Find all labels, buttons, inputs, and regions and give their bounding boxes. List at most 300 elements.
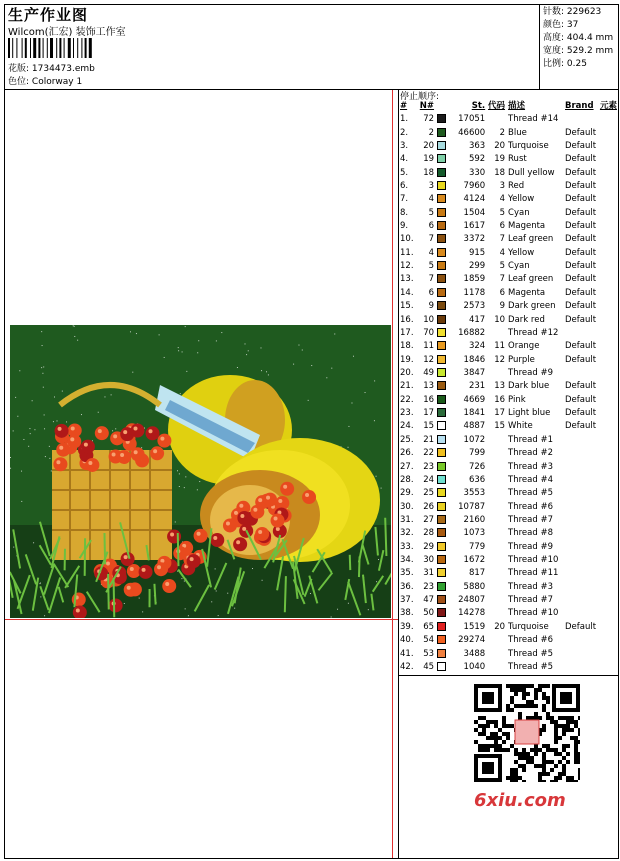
color-swatch [437,261,446,270]
row-index: 4. [400,154,409,165]
table-row [399,113,620,126]
row-needle: 10 [423,314,435,325]
row-element [597,340,620,353]
row-needle: 5 [428,261,435,272]
row-element [597,394,620,407]
row-brand: Default [565,140,597,151]
color-swatch [437,181,446,190]
row-description: Orange [508,341,540,352]
row-swatch [437,447,449,460]
table-row [399,207,620,220]
row-swatch [437,634,449,647]
row-code [487,434,508,447]
row-description: Dark blue [508,381,550,392]
row-element [597,434,620,447]
row-description: Thread #9 [508,541,553,552]
row-stitches: 1672 [463,555,486,566]
row-needle: 7 [428,274,435,285]
row-needle: 50 [423,608,435,619]
row-code [487,581,508,594]
table-row [399,581,620,594]
row-index: 33. [400,541,414,552]
row-element [597,500,620,513]
row-needle: 6 [428,287,435,298]
row-code [487,514,508,527]
row-brand [565,514,597,527]
row-element [597,487,620,500]
row-index: 7. [400,194,409,205]
row-description: Thread #3 [508,461,553,472]
col-n: N# [419,101,435,111]
row-description: Thread #7 [508,514,553,525]
row-brand [565,634,597,647]
row-code: 20 [494,140,506,151]
col-code: 代码 [488,101,506,111]
row-stitches: 14278 [458,608,486,619]
color-swatch [437,381,446,390]
row-brand: Default [565,167,597,178]
colorway-value: Colorway 1 [31,77,83,87]
table-row [399,273,620,286]
table-row [399,621,620,634]
row-stitches: 1519 [463,621,486,632]
table-row [399,140,620,153]
row-needle: 45 [423,661,435,672]
color-swatch [437,622,446,631]
row-brand: Default [565,154,597,165]
table-row [399,166,620,179]
row-stitches: 3553 [463,488,486,499]
color-swatch [437,194,446,203]
row-code [487,447,508,460]
row-swatch [437,207,449,220]
color-swatch [437,114,446,123]
row-index: 25. [400,434,414,445]
row-index: 32. [400,528,414,539]
row-description: Yellow [508,247,535,258]
table-row [399,434,620,447]
row-needle: 11 [423,341,435,352]
table-row [399,260,620,273]
row-index: 34. [400,555,414,566]
row-code: 2 [499,127,506,138]
row-swatch [437,567,449,580]
row-swatch [437,233,449,246]
row-needle: 70 [423,327,435,338]
row-index: 15. [400,301,414,312]
row-brand [565,607,597,620]
row-brand [565,554,597,567]
row-needle: 3 [428,180,435,191]
row-needle: 47 [423,595,435,606]
row-needle: 2 [428,127,435,138]
center-guide-vertical [392,90,393,858]
row-code: 19 [494,154,506,165]
row-swatch [437,193,449,206]
row-code [487,607,508,620]
row-brand [565,581,597,594]
table-row [399,500,620,513]
row-brand: Default [565,421,597,432]
design-value: 1734473.emb [31,64,95,74]
row-needle: 20 [423,140,435,151]
color-swatch [437,462,446,471]
row-brand: Default [565,234,597,245]
row-stitches: 799 [468,448,486,459]
row-index: 8. [400,207,409,218]
row-swatch [437,287,449,300]
row-description: Dark green [508,301,556,312]
row-element [597,166,620,179]
row-swatch [437,474,449,487]
row-index: 38. [400,608,414,619]
row-code: 5 [499,261,506,272]
stat-height: 高度: 404.4 mm [543,33,614,43]
row-swatch [437,661,449,674]
row-needle: 23 [423,581,435,592]
row-brand: Default [565,261,597,272]
color-swatch [437,502,446,511]
row-swatch [437,180,449,193]
row-code: 16 [494,394,506,405]
row-element [597,153,620,166]
col-idx: # [400,101,408,111]
color-swatch [437,274,446,283]
row-stitches: 3488 [463,648,486,659]
row-index: 17. [400,327,414,338]
row-swatch [437,554,449,567]
row-swatch [437,126,449,139]
row-code: 11 [494,341,506,352]
row-swatch [437,420,449,433]
col-brand: Brand [565,101,594,111]
row-brand [565,487,597,500]
row-index: 27. [400,461,414,472]
row-element [597,287,620,300]
row-stitches: 1073 [463,528,486,539]
center-guide-horizontal [5,619,398,620]
table-row [399,407,620,420]
row-description: Turquoise [508,621,549,632]
row-index: 14. [400,287,414,298]
row-swatch [437,527,449,540]
row-index: 36. [400,581,414,592]
row-stitches: 17051 [458,114,486,125]
row-index: 24. [400,421,414,432]
row-element [597,260,620,273]
row-element [597,420,620,433]
row-code [487,541,508,554]
barcode-icon [8,38,112,58]
row-description: Thread #1 [508,434,553,445]
row-index: 19. [400,354,414,365]
color-swatch [437,341,446,350]
row-brand [565,661,597,674]
row-element [597,407,620,420]
table-row [399,220,620,233]
row-brand: Default [565,301,597,312]
table-row [399,594,620,607]
row-brand: Default [565,274,597,285]
row-needle: 15 [423,421,435,432]
row-brand: Default [565,354,597,365]
row-code: 15 [494,421,506,432]
row-code: 3 [499,180,506,191]
row-code [487,113,508,126]
row-stitches: 4887 [463,421,486,432]
row-description: Thread #5 [508,488,553,499]
row-stitches: 4124 [463,194,486,205]
row-swatch [437,113,449,126]
row-stitches: 2573 [463,301,486,312]
row-description: Thread #12 [508,327,559,338]
row-description: Turquoise [508,140,549,151]
color-swatch [437,355,446,364]
row-swatch [437,273,449,286]
row-element [597,460,620,473]
row-code [487,327,508,340]
row-description: Thread #5 [508,661,553,672]
row-index: 10. [400,234,414,245]
row-swatch [437,460,449,473]
row-needle: 72 [423,114,435,125]
row-description: Yellow [508,194,535,205]
row-swatch [437,367,449,380]
stop-sequence-title: 停止顺序: [400,92,440,102]
row-swatch [437,394,449,407]
row-needle: 24 [423,474,435,485]
row-swatch [437,260,449,273]
col-swatch [437,100,449,113]
color-swatch [437,328,446,337]
table-row [399,153,620,166]
row-stitches: 1841 [463,408,486,419]
table-row [399,394,620,407]
color-swatch [437,395,446,404]
row-brand: Default [565,381,597,392]
row-index: 18. [400,341,414,352]
col-element: 元素 [599,101,617,111]
row-description: Thread #5 [508,648,553,659]
row-needle: 6 [428,221,435,232]
color-swatch [437,555,446,564]
row-element [597,327,620,340]
row-description: Thread #6 [508,501,553,512]
row-needle: 18 [423,167,435,178]
row-needle: 4 [428,247,435,258]
row-needle: 12 [423,354,435,365]
row-code: 9 [499,301,506,312]
color-swatch [437,248,446,257]
row-index: 40. [400,635,414,646]
row-swatch [437,487,449,500]
row-swatch [437,353,449,366]
row-swatch [437,166,449,179]
row-swatch [437,407,449,420]
colorway-label: 色位: [8,77,30,87]
row-swatch [437,500,449,513]
row-swatch [437,220,449,233]
row-stitches: 417 [468,314,486,325]
row-element [597,514,620,527]
site-logo: 6xiu.com [474,790,566,811]
row-index: 37. [400,595,414,606]
row-code: 7 [499,234,506,245]
table-row [399,327,620,340]
row-needle: 53 [423,648,435,659]
table-row [399,247,620,260]
row-element [597,554,620,567]
row-brand: Default [565,207,597,218]
row-stitches: 915 [468,247,486,258]
row-element [597,126,620,139]
row-description: Magenta [508,221,546,232]
row-element [597,607,620,620]
row-stitches: 726 [468,461,486,472]
col-st: St. [471,101,486,111]
row-element [597,207,620,220]
row-swatch [437,607,449,620]
color-swatch [437,168,446,177]
color-swatch [437,635,446,644]
table-row [399,661,620,674]
row-brand: Default [565,314,597,325]
row-stitches: 1617 [463,221,486,232]
row-stitches: 1072 [463,434,486,445]
row-needle: 13 [423,381,435,392]
row-brand [565,594,597,607]
row-index: 26. [400,448,414,459]
row-stitches: 1859 [463,274,486,285]
table-row [399,487,620,500]
row-brand [565,474,597,487]
table-row [399,300,620,313]
row-element [597,300,620,313]
table-row [399,460,620,473]
row-stitches: 29274 [458,635,486,646]
row-element [597,621,620,634]
row-description: Magenta [508,287,546,298]
row-stitches: 817 [468,568,486,579]
row-description: Thread #11 [508,568,559,579]
row-description: Thread #14 [508,114,559,125]
row-stitches: 779 [468,541,486,552]
row-description: White [508,421,533,432]
row-index: 20. [400,368,414,378]
row-code: 6 [499,221,506,232]
color-swatch [437,421,446,430]
row-code: 4 [499,247,506,258]
row-description: Thread #4 [508,474,553,485]
row-element [597,353,620,366]
row-element [597,233,620,246]
row-swatch [437,621,449,634]
row-description: Thread #6 [508,635,553,646]
row-stitches: 1040 [463,661,486,672]
row-swatch [437,327,449,340]
table-row [399,447,620,460]
row-needle: 16 [423,394,435,405]
row-brand [565,500,597,513]
row-code [487,661,508,674]
row-code: 7 [499,274,506,285]
row-index: 13. [400,274,414,285]
row-needle: 9 [428,301,435,312]
row-code: 17 [494,408,506,419]
row-stitches: 2160 [463,514,486,525]
page-title: 生产作业图 [8,6,89,24]
row-swatch [437,434,449,447]
row-description: Purple [508,354,535,365]
row-element [597,273,620,286]
col-desc: 描述 [508,101,526,111]
row-index: 12. [400,261,414,272]
row-description: Thread #3 [508,581,553,592]
table-row [399,541,620,554]
row-element [597,567,620,580]
row-index: 39. [400,621,414,632]
row-needle: 28 [423,528,435,539]
row-swatch [437,594,449,607]
table-row [399,554,620,567]
row-stitches: 636 [468,474,486,485]
row-description: Leaf green [508,274,554,285]
row-index: 28. [400,474,414,485]
row-element [597,313,620,326]
row-brand [565,567,597,580]
row-needle: 22 [423,448,435,459]
row-stitches: 1846 [463,354,486,365]
row-description: Dull yellow [508,167,555,178]
row-element [597,193,620,206]
row-description: Red [508,180,525,191]
row-element [597,541,620,554]
row-swatch [437,140,449,153]
row-needle: 17 [423,408,435,419]
row-needle: 54 [423,635,435,646]
row-stitches: 3372 [463,234,486,245]
row-element [597,661,620,674]
color-swatch [437,221,446,230]
row-brand [565,460,597,473]
row-stitches: 330 [468,167,486,178]
row-description: Thread #10 [508,555,559,566]
row-brand [565,113,597,126]
row-code: 4 [499,194,506,205]
row-needle: 21 [423,434,435,445]
row-element [597,247,620,260]
row-code: 5 [499,207,506,218]
row-stitches: 7960 [463,180,486,191]
row-index: 41. [400,648,414,659]
row-code [487,527,508,540]
row-code [487,567,508,580]
row-index: 6. [400,180,409,191]
row-stitches: 231 [468,381,486,392]
qr-code-icon [474,684,580,782]
table-row [399,647,620,660]
table-row [399,607,620,620]
color-swatch [437,141,446,150]
color-swatch [437,301,446,310]
row-code: 6 [499,287,506,298]
row-description: Cyan [508,207,530,218]
row-code: 13 [494,381,506,392]
color-swatch [437,128,446,137]
row-stitches: 10787 [458,501,486,512]
row-element [597,647,620,660]
table-row [399,514,620,527]
